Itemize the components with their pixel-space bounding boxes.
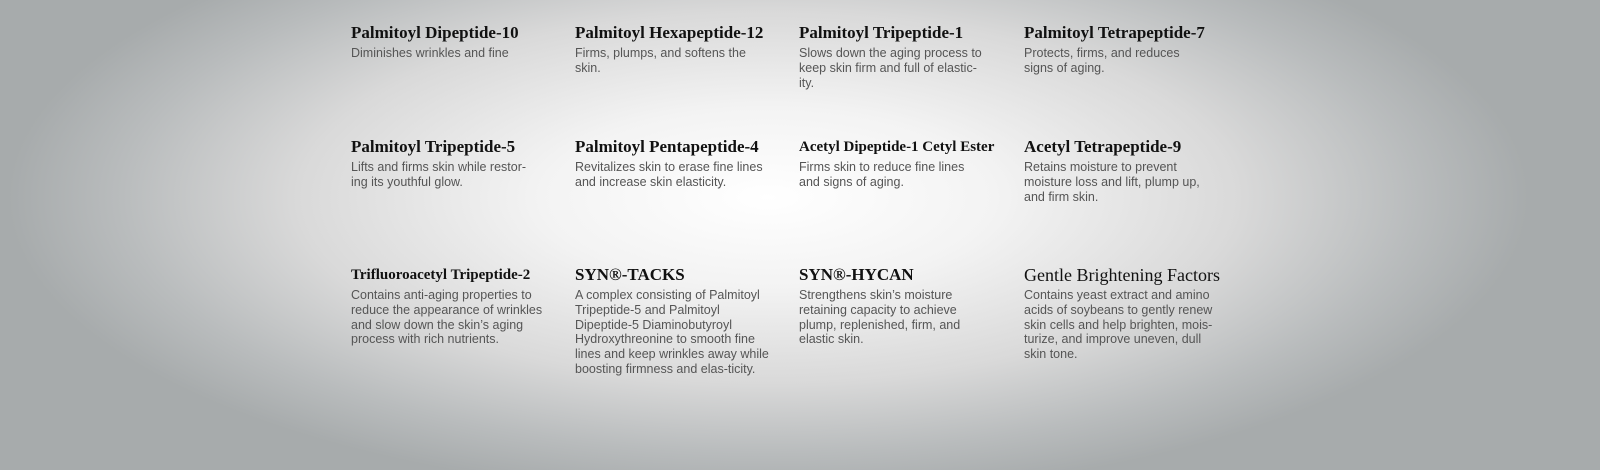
ingredient-card bbox=[1024, 265, 1226, 362]
ingredient-card bbox=[351, 23, 553, 61]
ingredient-grid bbox=[351, 0, 1247, 470]
ingredient-description: Strengthens skin’s moisture retaining capacity to achieve plump, replenished, firm, and elastic skin. bbox=[799, 288, 961, 347]
ingredient-card bbox=[575, 23, 777, 76]
ingredient-description: Revitalizes skin to erase fine lines and increase skin elasticity. bbox=[575, 160, 763, 189]
ingredient-title: Palmitoyl Dipeptide-10 bbox=[351, 23, 519, 42]
ingredient-description: Contains yeast extract and amino acids of soybeans to gently renew skin cells and help brighten, mois-turize, and improve uneven, dull skin tone. bbox=[1024, 288, 1213, 362]
ingredient-description: Contains anti-aging properties to reduce the appearance of wrinkles and slow down the skin’s aging process with rich nutrients. bbox=[351, 288, 543, 347]
ingredient-title: Acetyl Dipeptide-1 Cetyl Ester bbox=[799, 139, 995, 155]
ingredient-card bbox=[1024, 23, 1226, 76]
ingredient-title: Palmitoyl Tripeptide-1 bbox=[799, 23, 964, 42]
ingredient-description: Firms skin to reduce fine lines and signs of aging. bbox=[799, 160, 965, 189]
ingredient-title: Palmitoyl Tetrapeptide-7 bbox=[1024, 23, 1205, 42]
ingredient-card bbox=[799, 23, 1001, 90]
ingredient-description: Diminishes wrinkles and fine bbox=[351, 46, 509, 60]
ingredient-card bbox=[799, 265, 1001, 347]
ingredient-card bbox=[799, 137, 1001, 190]
ingredient-title: Trifluoroacetyl Tripeptide-2 bbox=[351, 267, 531, 283]
ingredient-title: SYN®-HYCAN bbox=[799, 265, 914, 284]
ingredient-title: Palmitoyl Hexapeptide-12 bbox=[575, 23, 764, 42]
ingredient-description: Protects, firms, and reduces signs of aging. bbox=[1024, 46, 1180, 75]
ingredient-description: Slows down the aging process to keep skin firm and full of elastic-ity. bbox=[799, 46, 982, 90]
ingredient-description: Lifts and firms skin while restor-ing its youthful glow. bbox=[351, 160, 527, 189]
ingredient-card bbox=[351, 137, 553, 190]
ingredient-card bbox=[575, 265, 777, 377]
ingredient-title: SYN®-TACKS bbox=[575, 265, 685, 284]
ingredient-title: Gentle Brightening Factors bbox=[1024, 265, 1220, 285]
ingredient-title: Palmitoyl Tripeptide-5 bbox=[351, 137, 516, 156]
ingredient-description: A complex consisting of Palmitoyl Tripeptide-5 and Palmitoyl Dipeptide-5 Diaminobutyroyl Hydroxythreonine to smooth fine lines and keep wrinkles away while boosting firmness and elas-ticity. bbox=[575, 288, 769, 376]
ingredient-description: Firms, plumps, and softens the skin. bbox=[575, 46, 746, 75]
ingredient-title: Acetyl Tetrapeptide-9 bbox=[1024, 137, 1182, 156]
ingredient-card bbox=[1024, 137, 1226, 204]
ingredient-description: Retains moisture to prevent moisture loss and lift, plump up, and firm skin. bbox=[1024, 160, 1200, 204]
ingredient-card bbox=[351, 265, 553, 347]
ingredient-card bbox=[575, 137, 777, 190]
ingredient-title: Palmitoyl Pentapeptide-4 bbox=[575, 137, 759, 156]
